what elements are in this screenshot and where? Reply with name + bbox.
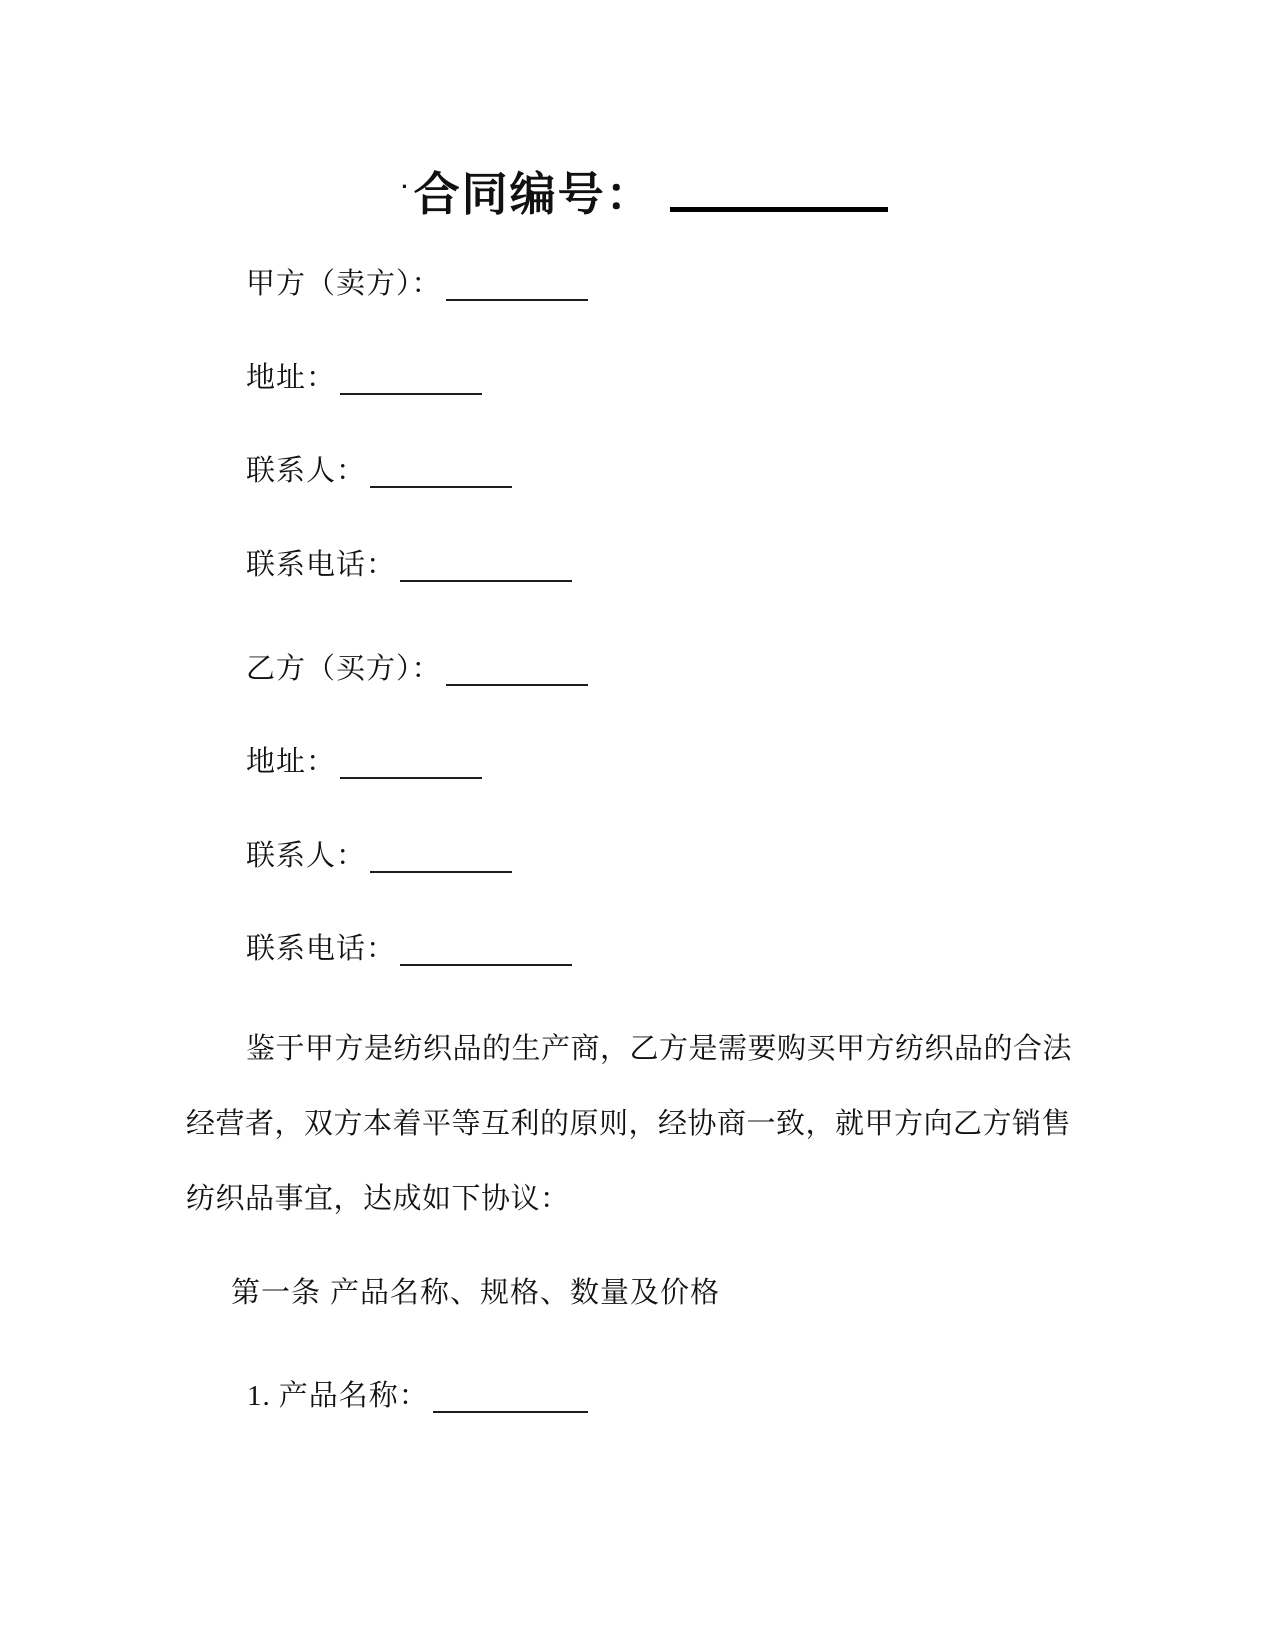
blank-line [446,289,588,301]
field-phone-a [246,547,572,583]
field-phone-b [246,931,572,967]
title-text: 合同编号： [413,168,654,220]
field-label: 联系电话： [246,549,397,581]
field-contact-b [246,838,512,874]
field-party-b [246,651,588,687]
article-1-heading: 第一条 产品名称、规格、数量及价格 [231,1277,721,1309]
preamble-line-1: 鉴于甲方是纺织品的生产商，乙方是需要购买甲方纺织品的合法 [246,1033,1073,1065]
blank-line [400,570,572,582]
contract-number-blank-line [670,195,888,212]
item-label: 产品名称： [278,1380,429,1412]
field-label: 联系人： [246,455,367,487]
field-label: 乙方（买方）： [246,653,442,685]
field-label: 地址： [246,746,337,778]
article-1-item-1 [247,1377,588,1415]
blank-line [370,861,512,873]
field-label: 联系电话： [246,933,397,965]
field-label: 地址： [246,362,337,394]
blank-line [340,767,482,779]
field-label: 联系人： [246,840,367,872]
preamble-line-2: 经营者，双方本着平等互利的原则，经协商一致，就甲方向乙方销售 [186,1108,1072,1140]
blank-line [446,674,588,686]
field-address-a [246,360,482,396]
blank-line [400,954,572,966]
preamble-line-3: 纺织品事宜，达成如下协议： [186,1183,570,1215]
field-party-a [246,266,588,302]
item-number: 1. [247,1380,271,1412]
field-contact-a [246,453,512,489]
blank-line [433,1401,588,1413]
title-bullet-mark: · [401,174,411,199]
blank-line [370,476,512,488]
field-address-b [246,744,482,780]
field-label: 甲方（卖方）： [246,268,442,300]
document-title [0,156,1275,225]
blank-line [340,383,482,395]
